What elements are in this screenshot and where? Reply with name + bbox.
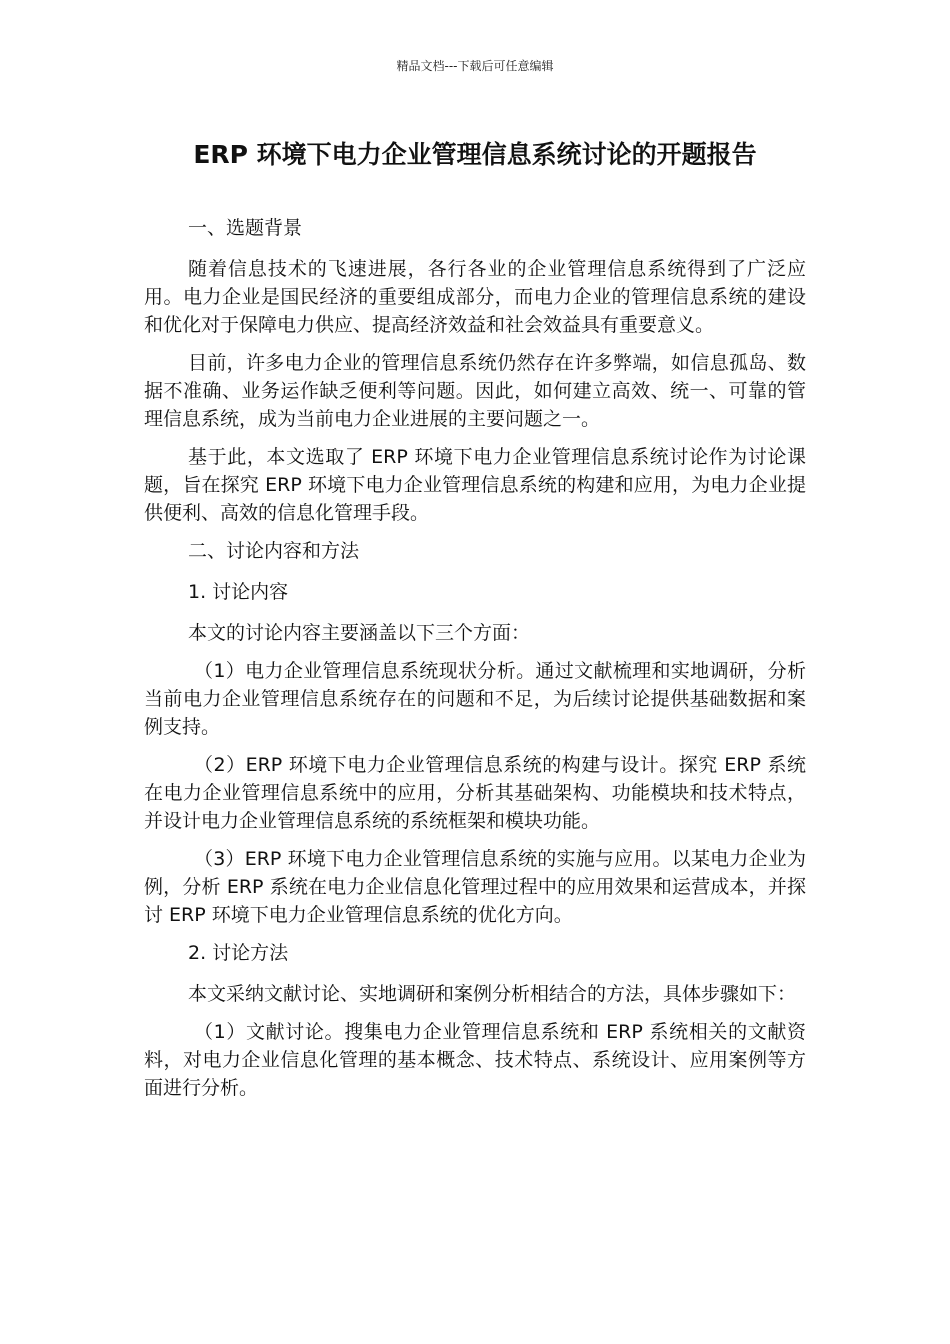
section-heading-content-methods: 二、讨论内容和方法 bbox=[188, 540, 360, 562]
list-item: （3）ERP 环境下电力企业管理信息系统的实施与应用。以某电力企业为例，分析 ERP 系统在电力企业信息化管理过程中的应用效果和运营成本，并探讨 ERP 环境下电力企业管理信息系统的优化方向。 bbox=[144, 848, 806, 926]
document-body bbox=[144, 214, 806, 1112]
list-item: （1）电力企业管理信息系统现状分析。通过文献梳理和实地调研，分析当前电力企业管理信息系统存在的问题和不足，为后续讨论提供基础数据和案例支持。 bbox=[144, 660, 806, 738]
subheading-content: 1. 讨论内容 bbox=[188, 581, 289, 603]
paragraph-topic: 基于此，本文选取了 ERP 环境下电力企业管理信息系统讨论作为讨论课题，旨在探究 ERP 环境下电力企业管理信息系统的构建和应用，为电力企业提供便利、高效的信息化管理手段。 bbox=[144, 446, 806, 524]
document-title: ERP 环境下电力企业管理信息系统讨论的开题报告 bbox=[193, 140, 757, 169]
section-heading-background: 一、选题背景 bbox=[188, 217, 303, 239]
paragraph-intro: 随着信息技术的飞速进展，各行各业的企业管理信息系统得到了广泛应用。电力企业是国民经济的重要组成部分，而电力企业的管理信息系统的建设和优化对于保障电力供应、提高经济效益和社会效益具有重要意义。 bbox=[144, 258, 806, 336]
subheading-methods: 2. 讨论方法 bbox=[188, 942, 289, 964]
page-header: 精品文档---下载后可任意编辑 bbox=[396, 59, 554, 73]
paragraph-content-intro: 本文的讨论内容主要涵盖以下三个方面： bbox=[188, 622, 531, 644]
list-item: （2）ERP 环境下电力企业管理信息系统的构建与设计。探究 ERP 系统在电力企业管理信息系统中的应用，分析其基础架构、功能模块和技术特点，并设计电力企业管理信息系统的系统框架和模块功能。 bbox=[144, 754, 806, 832]
paragraph-methods-intro: 本文采纳文献讨论、实地调研和案例分析相结合的方法，具体步骤如下： bbox=[188, 983, 797, 1005]
paragraph-problems: 目前，许多电力企业的管理信息系统仍然存在许多弊端，如信息孤岛、数据不准确、业务运作缺乏便利等问题。因此，如何建立高效、统一、可靠的管理信息系统，成为当前电力企业进展的主要问题之一。 bbox=[144, 352, 806, 430]
list-item: （1）文献讨论。搜集电力企业管理信息系统和 ERP 系统相关的文献资料，对电力企业信息化管理的基本概念、技术特点、系统设计、应用案例等方面进行分析。 bbox=[144, 1021, 806, 1099]
